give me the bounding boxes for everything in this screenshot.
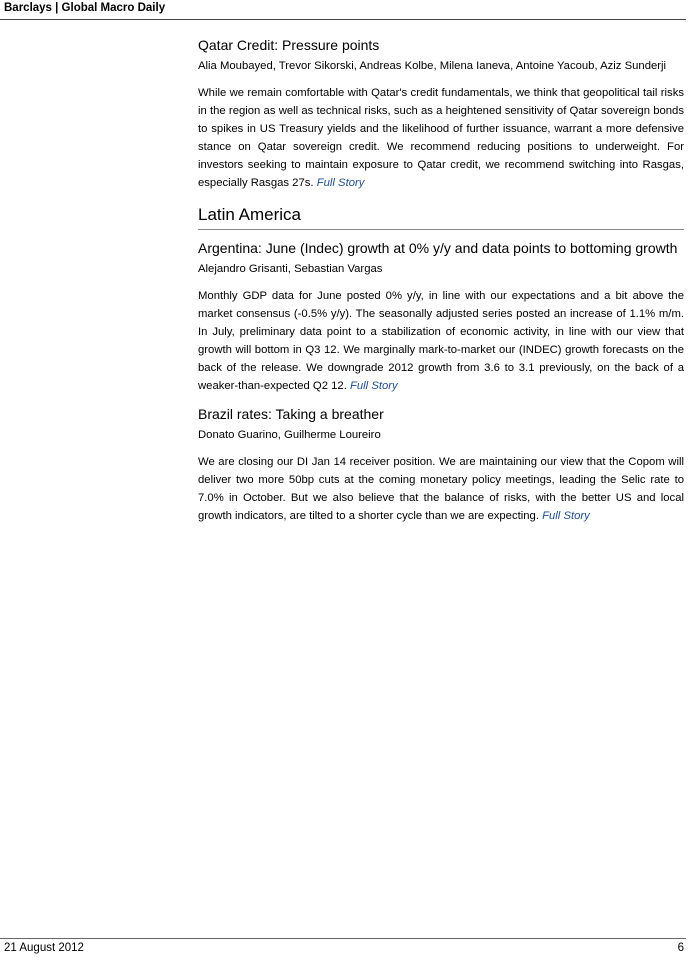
article-body [198,453,684,525]
article-body [198,84,684,192]
full-story-link[interactable]: Full Story [316,177,365,189]
article-authors: Alejandro Grisanti, Sebastian Vargas [198,263,383,275]
section-title: Latin America [198,205,301,224]
article-authors: Donato Guarino, Guilherme Loureiro [198,429,381,441]
footer-date: 21 August 2012 [4,942,84,954]
article-title: Argentina: June (Indec) growth at 0% y/y and data points to bottoming growth [198,240,678,256]
page-footer [0,938,686,958]
article-qatar [198,36,684,192]
article-argentina [198,239,684,395]
full-story-link[interactable]: Full Story [349,380,398,392]
main-content [198,36,684,525]
article-body-text: We are closing our DI Jan 14 receiver position. We are maintaining our view that the Copom will deliver two more 50bp cuts at the coming monetary policy meetings, leading the Selic rate to 7.0% in October. But we also believe that the balance of risks, with the better US and local growth indicators, are tilted to a shorter cycle than we are expecting. [198,456,684,522]
article-title: Qatar Credit: Pressure points [198,37,380,53]
article-brazil [198,405,684,525]
article-body [198,287,684,395]
article-authors: Alia Moubayed, Trevor Sikorski, Andreas Kolbe, Milena Ianeva, Antoine Yacoub, Aziz Sunderji [198,60,667,72]
header-title: Barclays | Global Macro Daily [4,2,166,14]
article-body-text: While we remain comfortable with Qatar's credit fundamentals, we think that geopolitical tail risks in the region as well as technical risks, such as a heightened sensitivity of Qatar sovereign bonds to spikes in US Treasury yields and the likelihood of further issuance, warrant a more defensive stance on Qatar sovereign credit. We recommend reducing positions to underweight. For investors seeking to maintain exposure to Qatar credit, we recommend switching into Rasgas, especially Rasgas 27s. [198,87,684,189]
section-header [198,204,684,230]
full-story-link[interactable]: Full Story [542,510,590,522]
page-header [0,0,686,20]
article-title: Brazil rates: Taking a breather [198,406,384,422]
article-body-text: Monthly GDP data for June posted 0% y/y, in line with our expectations and a bit above the market consensus (-0.5% y/y). The seasonally adjusted series posted an increase of 1.1% m/m. In July, preliminary data point to a stabilization of economic activity, in line with our view that growth will bottom in Q3 12. We marginally mark-to-market our (INDEC) growth forecasts on the back of the release. We downgrade 2012 growth from 3.6 to 3.1 previously, on the back of a weaker-than-expected Q2 12. [198,290,684,392]
page-number: 6 [677,942,684,954]
